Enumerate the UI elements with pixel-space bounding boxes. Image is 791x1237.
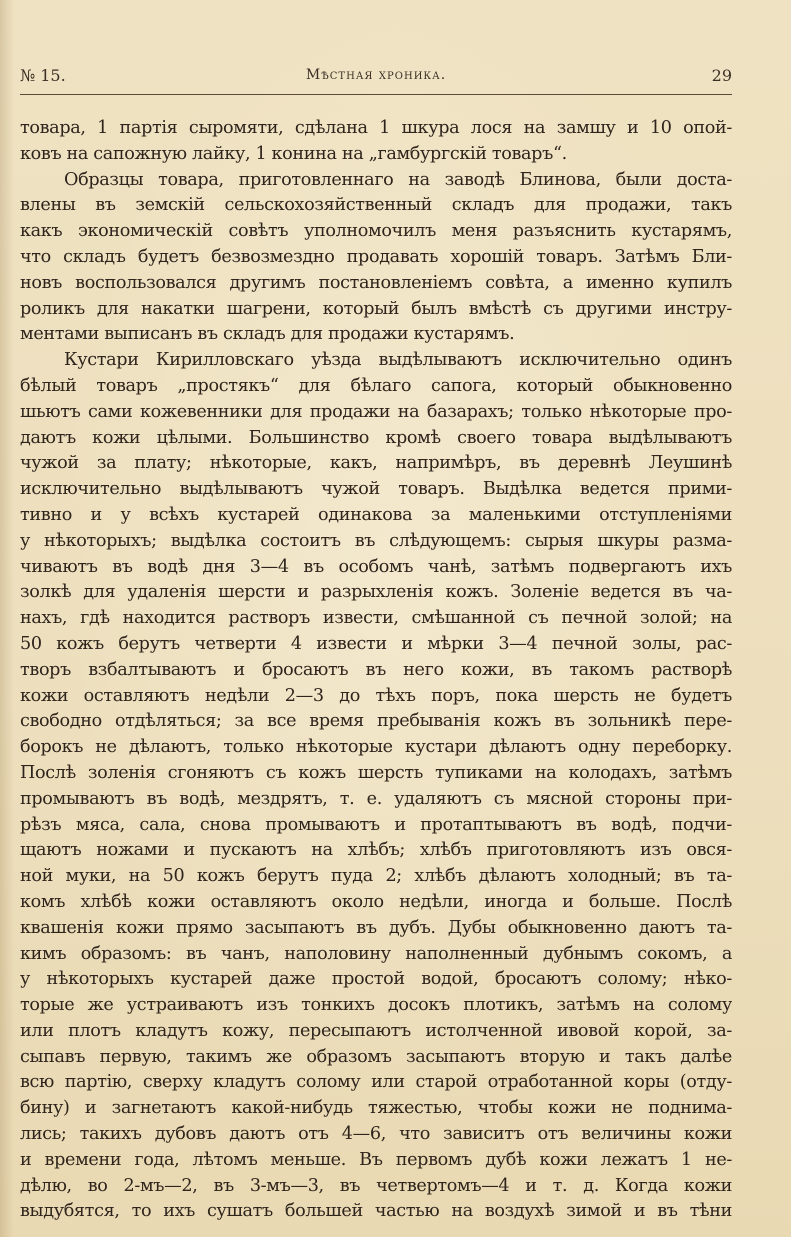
running-header xyxy=(20,66,732,92)
text-line: кимъ образомъ: въ чанъ, наполовину наполненный дубнымъ сокомъ, а xyxy=(20,943,732,964)
text-line: товара, 1 партія сыромяти, сдѣлана 1 шкура лося на замшу и 10 опой- xyxy=(20,118,732,138)
text-line: торые же устраиваютъ изъ тонкихъ досокъ плотикъ, затѣмъ на солому xyxy=(20,995,732,1016)
body-text xyxy=(20,116,732,1225)
issue-number: № 15. xyxy=(20,66,66,85)
text-line: какъ экономическій совѣтъ уполномочилъ меня разъяснить кустарямъ, xyxy=(20,221,732,242)
page-number: 29 xyxy=(711,66,732,85)
text-line: или плотъ кладутъ кожу, пересыпаютъ истолченной ивовой корой, за- xyxy=(20,1020,732,1041)
text-line: Образцы товара, приготовленнаго на заводѣ Блинова, были доста- xyxy=(64,169,732,190)
text-line: чужой за плату; нѣкоторые, какъ, напримѣръ, въ деревнѣ Леушинѣ xyxy=(20,453,732,474)
text-line: творъ взбалтываютъ и бросаютъ въ него кожи, въ такомъ растворѣ xyxy=(20,659,732,680)
text-line: роликъ для накатки шагрени, который былъ вмѣстѣ съ другими инстру- xyxy=(20,298,732,319)
text-line: у нѣкоторыхъ; выдѣлка состоитъ въ слѣдующемъ: сырыя шкуры разма- xyxy=(20,530,732,551)
text-line: золкѣ для удаленія шерсти и разрыхленія кожъ. Золеніе ведется въ ча- xyxy=(20,582,732,603)
page-edge-shadow xyxy=(0,0,14,1237)
text-line: ковъ на сапожную лайку, 1 конина на „гамбургскій товаръ“. xyxy=(20,143,567,164)
text-line: комъ хлѣбѣ кожи оставляютъ около недѣли, иногда и больше. Послѣ xyxy=(20,891,732,912)
text-line: влены въ земскій сельскохозяйственный складъ для продажи, такъ xyxy=(20,195,732,216)
text-line: что складъ будетъ безвозмездно продавать хорошій товаръ. Затѣмъ Бли- xyxy=(20,246,732,267)
text-line: Кустари Кирилловскаго уѣзда выдѣлываютъ исключительно одинъ xyxy=(64,350,732,371)
text-line: у нѣкоторыхъ кустарей даже простой водой, бросаютъ солому; нѣко- xyxy=(20,969,732,990)
text-line: щаютъ ножами и пускаютъ на хлѣбъ; хлѣбъ приготовляютъ изъ овся- xyxy=(20,840,732,861)
text-line: Послѣ золенія сгоняютъ съ кожъ шерсть тупиками на колодахъ, затѣмъ xyxy=(20,762,732,783)
text-line: и времени года, лѣтомъ меньше. Въ первомъ дубѣ кожи лежатъ 1 не- xyxy=(20,1149,732,1170)
text-line: квашенія кожи прямо засыпаютъ въ дубъ. Дубы обыкновенно даютъ та- xyxy=(20,917,732,938)
text-line: нахъ, гдѣ находится растворъ извести, смѣшанной съ печной золой; на xyxy=(20,608,732,629)
text-line: исключительно выдѣлываютъ чужой товаръ. Выдѣлка ведется прими- xyxy=(20,479,732,500)
text-line: дѣлю, во 2-мъ—2, въ 3-мъ—3, въ четвертомъ—4 и т. д. Когда кожи xyxy=(20,1175,732,1196)
text-line: 50 кожъ берутъ четверти 4 извести и мѣрки 3—4 печной золы, рас- xyxy=(20,633,732,654)
text-line: бѣлый товаръ „простякъ“ для бѣлаго сапога, который обыкновенно xyxy=(20,375,732,396)
text-line: борокъ не дѣлаютъ, только нѣкоторые кустари дѣлаютъ одну переборку. xyxy=(20,737,732,758)
text-line: ментами выписанъ въ складъ для продажи кустарямъ. xyxy=(20,324,515,345)
text-line: свободно отдѣляться; за все время пребыванія кожъ въ зольникѣ пере- xyxy=(20,711,732,732)
text-line: сыпавъ первую, такимъ же образомъ засыпаютъ вторую и такъ далѣе xyxy=(20,1046,732,1067)
text-line: ной муки, на 50 кожъ берутъ пуда 2; хлѣбъ дѣлаютъ холодный; въ та- xyxy=(20,866,732,887)
text-line: новъ воспользовался другимъ постановленіемъ совѣта, а именно купилъ xyxy=(20,272,732,293)
text-line: тивно и у всѣхъ кустарей одинакова за маленькими отступленіями xyxy=(20,504,732,525)
text-line: бину) и загнетаютъ какой-нибудь тяжестью, чтобы кожи не поднима- xyxy=(20,1098,732,1119)
text-line: всю партію, сверху кладутъ солому или старой отработанной коры (отду- xyxy=(20,1072,732,1093)
header-rule xyxy=(20,94,732,95)
text-line: чиваютъ въ водѣ дня 3—4 въ особомъ чанѣ, затѣмъ подвергаютъ ихъ xyxy=(20,556,732,577)
text-line: лись; такихъ дубовъ даютъ отъ 4—6, что зависитъ отъ величины кожи xyxy=(20,1124,732,1145)
text-line: кожи оставляютъ недѣли 2—3 до тѣхъ поръ, пока шерсть не будетъ xyxy=(20,685,732,706)
text-line: даютъ кожи цѣлыми. Большинство кромѣ своего товара выдѣлываютъ xyxy=(20,427,732,448)
text-line: выдубятся, то ихъ сушатъ большей частью на воздухѣ зимой и въ тѣни xyxy=(20,1201,732,1222)
section-title: Мѣстная хроника. xyxy=(305,67,447,83)
text-line: промываютъ въ водѣ, мездрятъ, т. е. удаляютъ съ мясной стороны при- xyxy=(20,788,732,809)
text-line: рѣзъ мяса, сала, снова промываютъ и протаптываютъ въ водѣ, подчи- xyxy=(20,814,732,835)
text-line: шьютъ сами кожевенники для продажи на базарахъ; только нѣкоторые про- xyxy=(20,401,732,422)
